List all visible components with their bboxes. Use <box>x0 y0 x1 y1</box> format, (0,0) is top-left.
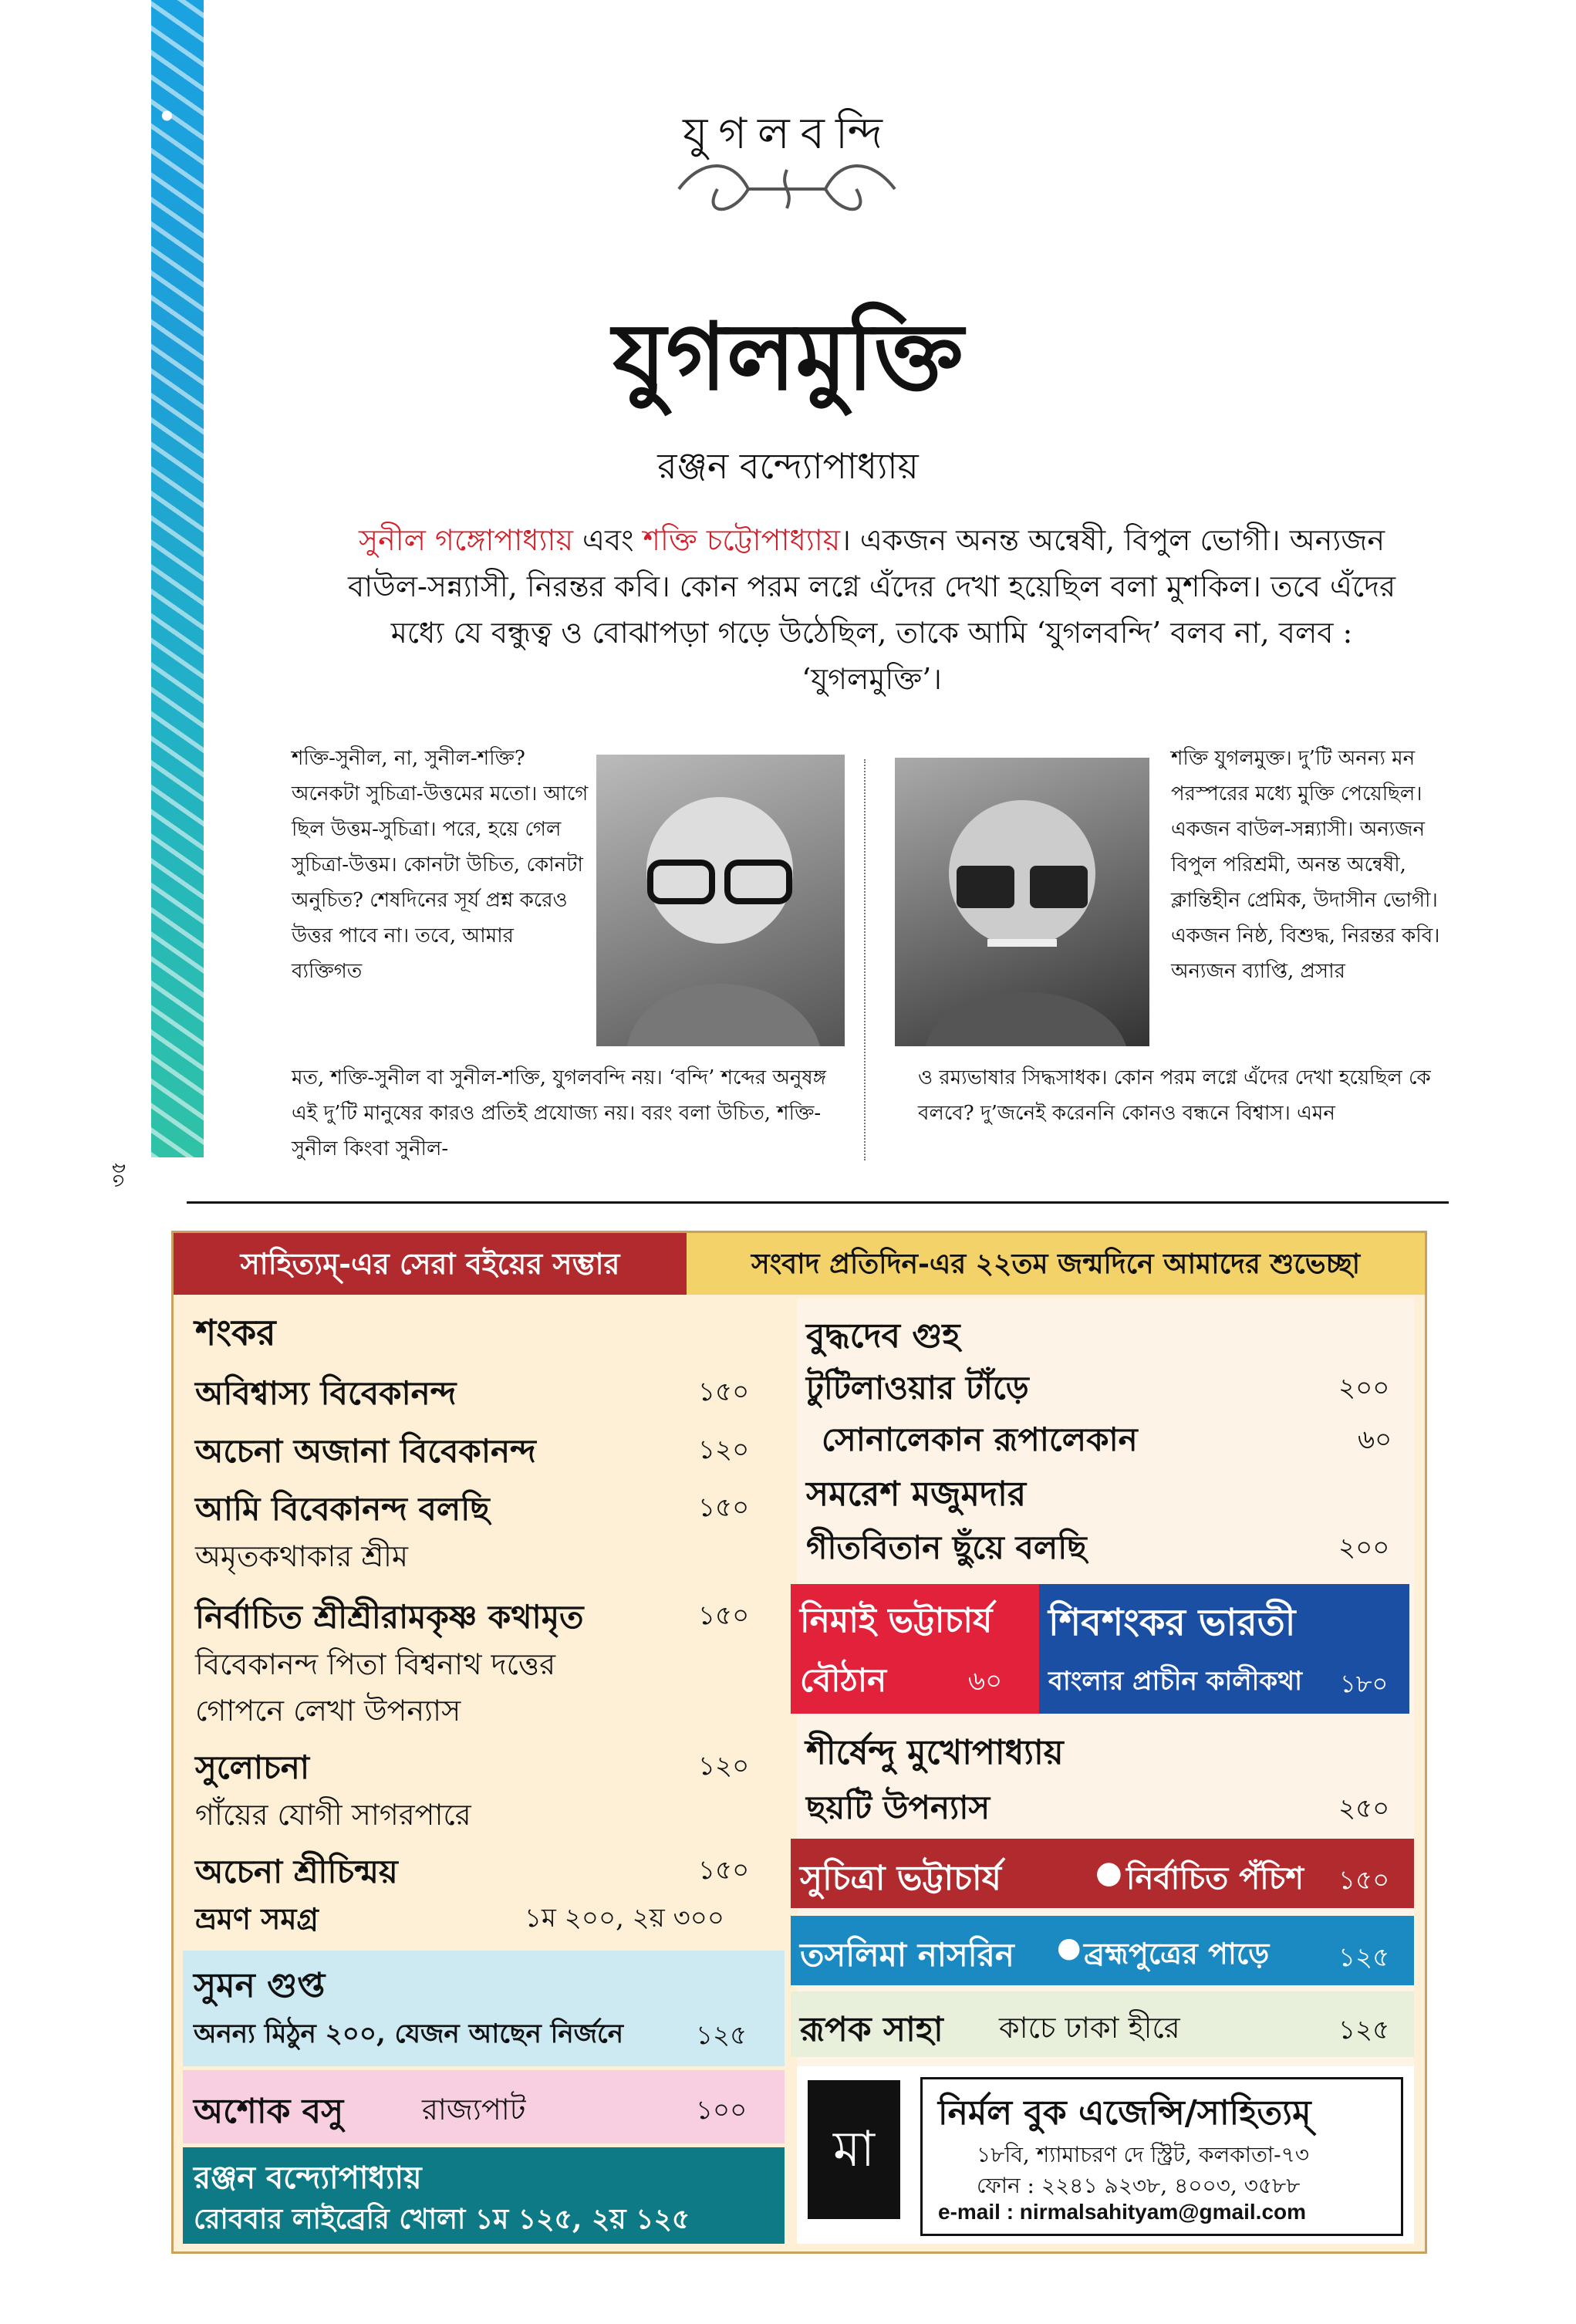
ad-book: নির্বাচিত শ্রীশ্রীরামকৃষ্ণ কথামৃত <box>195 1598 584 1636</box>
ad-price: ১ম ২০০, ২য় ৩০০ <box>525 1903 724 1934</box>
ad-price: ২৫০ <box>1338 1793 1390 1824</box>
headline: যুগলমুক্তি <box>613 302 963 411</box>
ad-ashok-box <box>183 2070 785 2143</box>
intro-paragraph <box>324 517 1419 702</box>
decorative-side-strip <box>151 0 204 1157</box>
ad-suchitra-box <box>791 1839 1414 1908</box>
ad-author-suchitra: সুচিত্রা ভট্টাচার্য <box>800 1859 1001 1898</box>
ad-book: বৌঠান <box>800 1661 887 1699</box>
article-right-column-bottom: ও রম্যভাষার সিদ্ধসাধক। কোন পরম লগ্নে এঁদের দেখা হয়েছিল কে বলবে? দু’জনেই করেননি কোনও বন্ধনে বিশ্বাস। এমন <box>918 1066 1431 1125</box>
intro-name-2: শক্তি চট্টোপাধ্যায় <box>643 523 841 557</box>
ad-shib-box <box>1039 1584 1409 1714</box>
ad-author-samaresh: সমরেশ মজুমদার <box>806 1474 1027 1514</box>
ad-author-taslima: তসলিমা নাসরিন <box>800 1936 1014 1974</box>
publisher-address: ১৮বি, শ্যামাচরণ দে স্ট্রিট, কলকাতা-৭৩ <box>977 2142 1309 2167</box>
ad-author-shirshendu: শীর্ষেন্দু মুখোপাধ্যায় <box>806 1733 1064 1772</box>
ad-price: ৬০ <box>968 1666 1003 1697</box>
ad-book: কাচে ঢাকা হীরে <box>999 2011 1180 2045</box>
ad-author-ranjan: রঞ্জন বন্দ্যোপাধ্যায় <box>194 2160 422 2196</box>
article-left-column-top: শক্তি-সুনীল, না, সুনীল-শক্তি? অনেকটা সুচিত্রা-উত্তমের মতো। আগে ছিল উত্তম-সুচিত্রা। পরে, হয়ে গেল সুচিত্রা-উত্তম। কোনটা উচিত, কোনটা অনুচিত? শেষদিনের সূর্য প্রশ্ন করেও উত্তর পাবে না। তবে, আমার ব্যক্তিগত <box>292 747 589 983</box>
ad-book-subtitle: গোপনে লেখা উপন্যাস <box>195 1694 461 1728</box>
ad-taslima-box <box>791 1916 1414 1985</box>
ad-suman-box <box>183 1951 785 2066</box>
ad-book: টুটিলাওয়ার টাঁড়ে <box>806 1369 1029 1407</box>
ad-price: ১২০ <box>698 1434 750 1465</box>
ad-book: আমি বিবেকানন্দ বলছি <box>195 1490 490 1528</box>
ad-author-shankar: শংকর <box>195 1312 276 1353</box>
intro-text: । একজন অনন্ত অন্বেষী, বিপুল ভোগী। অন্যজন বাউল-সন্ন্যাসী, নিরন্তর কবি। কোন পরম লগ্নে এঁদের দেখা হয়েছিল বলা মুশকিল। তবে এঁদের মধ্যে যে বন্ধুত্ব ও বোঝাপড়া গড়ে উঠেছিল, তাকে আমি ‘যুগলবন্দি’ বলব না, বলব : ‘যুগলমুক্তি’। <box>347 523 1396 696</box>
ad-book-subtitle: বিবেকানন্দ পিতা বিশ্বনাথ দত্তের <box>195 1647 555 1681</box>
ad-price: ১২৫ <box>1338 1942 1390 1973</box>
ad-author-ashok: অশোক বসু <box>194 2092 344 2131</box>
ad-price: ১২৫ <box>1338 2015 1390 2045</box>
publisher-email: e-mail : nirmalsahityam@gmail.com <box>938 2200 1307 2224</box>
ad-price: ৬০ <box>1358 1424 1392 1455</box>
ad-book: বাংলার প্রাচীন কালীকথা <box>1048 1666 1302 1697</box>
section-tag: যুগলবন্দি <box>683 109 893 159</box>
ad-book: ভ্রমণ সমগ্র <box>195 1901 319 1936</box>
publisher-logo: মা <box>808 2080 900 2219</box>
ad-book: সোনালেকান রূপালেকান <box>822 1420 1138 1458</box>
ad-price: ১৫০ <box>698 1376 750 1407</box>
ad-price: ১০০ <box>696 2095 748 2126</box>
ad-price: ১২৫ <box>696 2020 748 2051</box>
portrait-photo-sunil <box>596 755 845 1046</box>
page-number: ৩৫ <box>106 1161 130 1187</box>
publisher-info <box>920 2077 1403 2236</box>
ad-book: অচেনা শ্রীচিন্ময় <box>195 1853 398 1890</box>
ad-book: রোববার লাইব্রেরি খোলা ১ম ১২৫, ২য় ১২৫ <box>194 2203 690 2235</box>
page-rule <box>187 1201 1449 1204</box>
ad-book: অচেনা অজানা বিবেকানন্দ <box>195 1432 536 1470</box>
ad-price: ১২০ <box>698 1751 750 1782</box>
article-left-column-bottom: মত, শক্তি-সুনীল বা সুনীল-শক্তি, যুগলবন্দি নয়। ‘বন্দি’ শব্দের অনুষঙ্গ এই দু’টি মানুষের কারও প্রতিই প্রযোজ্য নয়। বরং বলা উচিত, শক্তি-সুনীল কিংবা সুনীল- <box>292 1066 826 1160</box>
ad-price: ২০০ <box>1338 1532 1390 1563</box>
ad-book: গীতবিতান ছুঁয়ে বলছি <box>806 1529 1087 1566</box>
ad-author-buddhadeb: বুদ্ধদেব গুহ <box>806 1316 960 1356</box>
bullet-icon: ● <box>1095 1854 1122 1890</box>
ad-book: ছয়টি উপন্যাস <box>806 1789 990 1826</box>
ad-book: নির্বাচিত পঁচিশ <box>1126 1860 1304 1897</box>
ad-book: রাজ্যপাট <box>422 2093 526 2126</box>
article-right-column-top: শক্তি যুগলমুক্ত। দু’টি অনন্য মন পরস্পরের মধ্যে মুক্তি পেয়েছিল। একজন বাউল-সন্ন্যাসী। অন্যজন বিপুল পরিশ্রমী, অনন্ত অন্বেষী, ক্লান্তিহীন প্রেমিক, উদাসীন ভোগী। একজন নিষ্ঠ, বিশুদ্ধ, নিরন্তর কবি। অন্যজন ব্যাপ্তি, প্রসার <box>1171 747 1440 983</box>
ad-left-header: সাহিত্যম্-এর সেরা বইয়ের সম্ভার <box>174 1233 687 1295</box>
portrait-photo-shakti <box>895 758 1149 1046</box>
ad-author-rupak: রূপক সাহা <box>800 2010 943 2049</box>
book-advertisement <box>171 1231 1427 2254</box>
ad-nimai-box <box>791 1584 1039 1714</box>
flourish-ornament <box>671 154 903 224</box>
ad-price: ১৫০ <box>698 1600 750 1631</box>
ad-price: ২০০ <box>1338 1373 1390 1404</box>
ad-author-suman: সুমন গুপ্ত <box>194 1966 326 2005</box>
intro-conj: এবং <box>572 523 643 557</box>
ad-book-subtitle: অমৃতকথাকার শ্রীম <box>195 1539 408 1573</box>
ad-ranjan-box <box>183 2147 785 2244</box>
bullet-icon: ● <box>1057 1931 1082 1964</box>
byline: রঞ্জন বন্দ্যোপাধ্যায় <box>657 445 919 487</box>
ad-price: ১৮০ <box>1340 1669 1389 1698</box>
ad-author-nimai: নিমাই ভট্টাচার্য <box>800 1601 993 1640</box>
ad-book: ব্রহ্মপুত্রের পাড়ে <box>1084 1936 1270 1971</box>
ad-publisher-box <box>797 2066 1414 2244</box>
column-divider <box>864 759 866 1160</box>
intro-name-1: সুনীল গঙ্গোপাধ্যায় <box>358 523 573 557</box>
ad-price: ১৫০ <box>1338 1865 1390 1896</box>
ad-rupak-box <box>791 1991 1414 2057</box>
ad-book-subtitle: গাঁয়ের যোগী সাগরপারে <box>195 1798 471 1832</box>
ad-book: অনন্য মিঠুন ২০০, যেজন আছেন নির্জনে <box>194 2018 624 2049</box>
ad-right-header: সংবাদ প্রতিদিন-এর ২২তম জন্মদিনে আমাদের শুভেচ্ছা <box>687 1233 1425 1295</box>
ad-price: ১৫০ <box>698 1855 750 1886</box>
publisher-phone: ফোন : ২২৪১ ৯২৩৮, ৪০০৩, ৩৫৮৮ <box>977 2173 1301 2198</box>
ad-book: সুলোচনা <box>195 1748 310 1786</box>
ad-book: অবিশ্বাস্য বিবেকানন্দ <box>195 1374 457 1412</box>
ad-author-shibshankar: শিবশংকর ভারতী <box>1048 1601 1296 1644</box>
ad-price: ১৫০ <box>698 1492 750 1523</box>
publisher-name: নির্মল বুক এজেন্সি/সাহিত্যম্ <box>938 2093 1311 2133</box>
